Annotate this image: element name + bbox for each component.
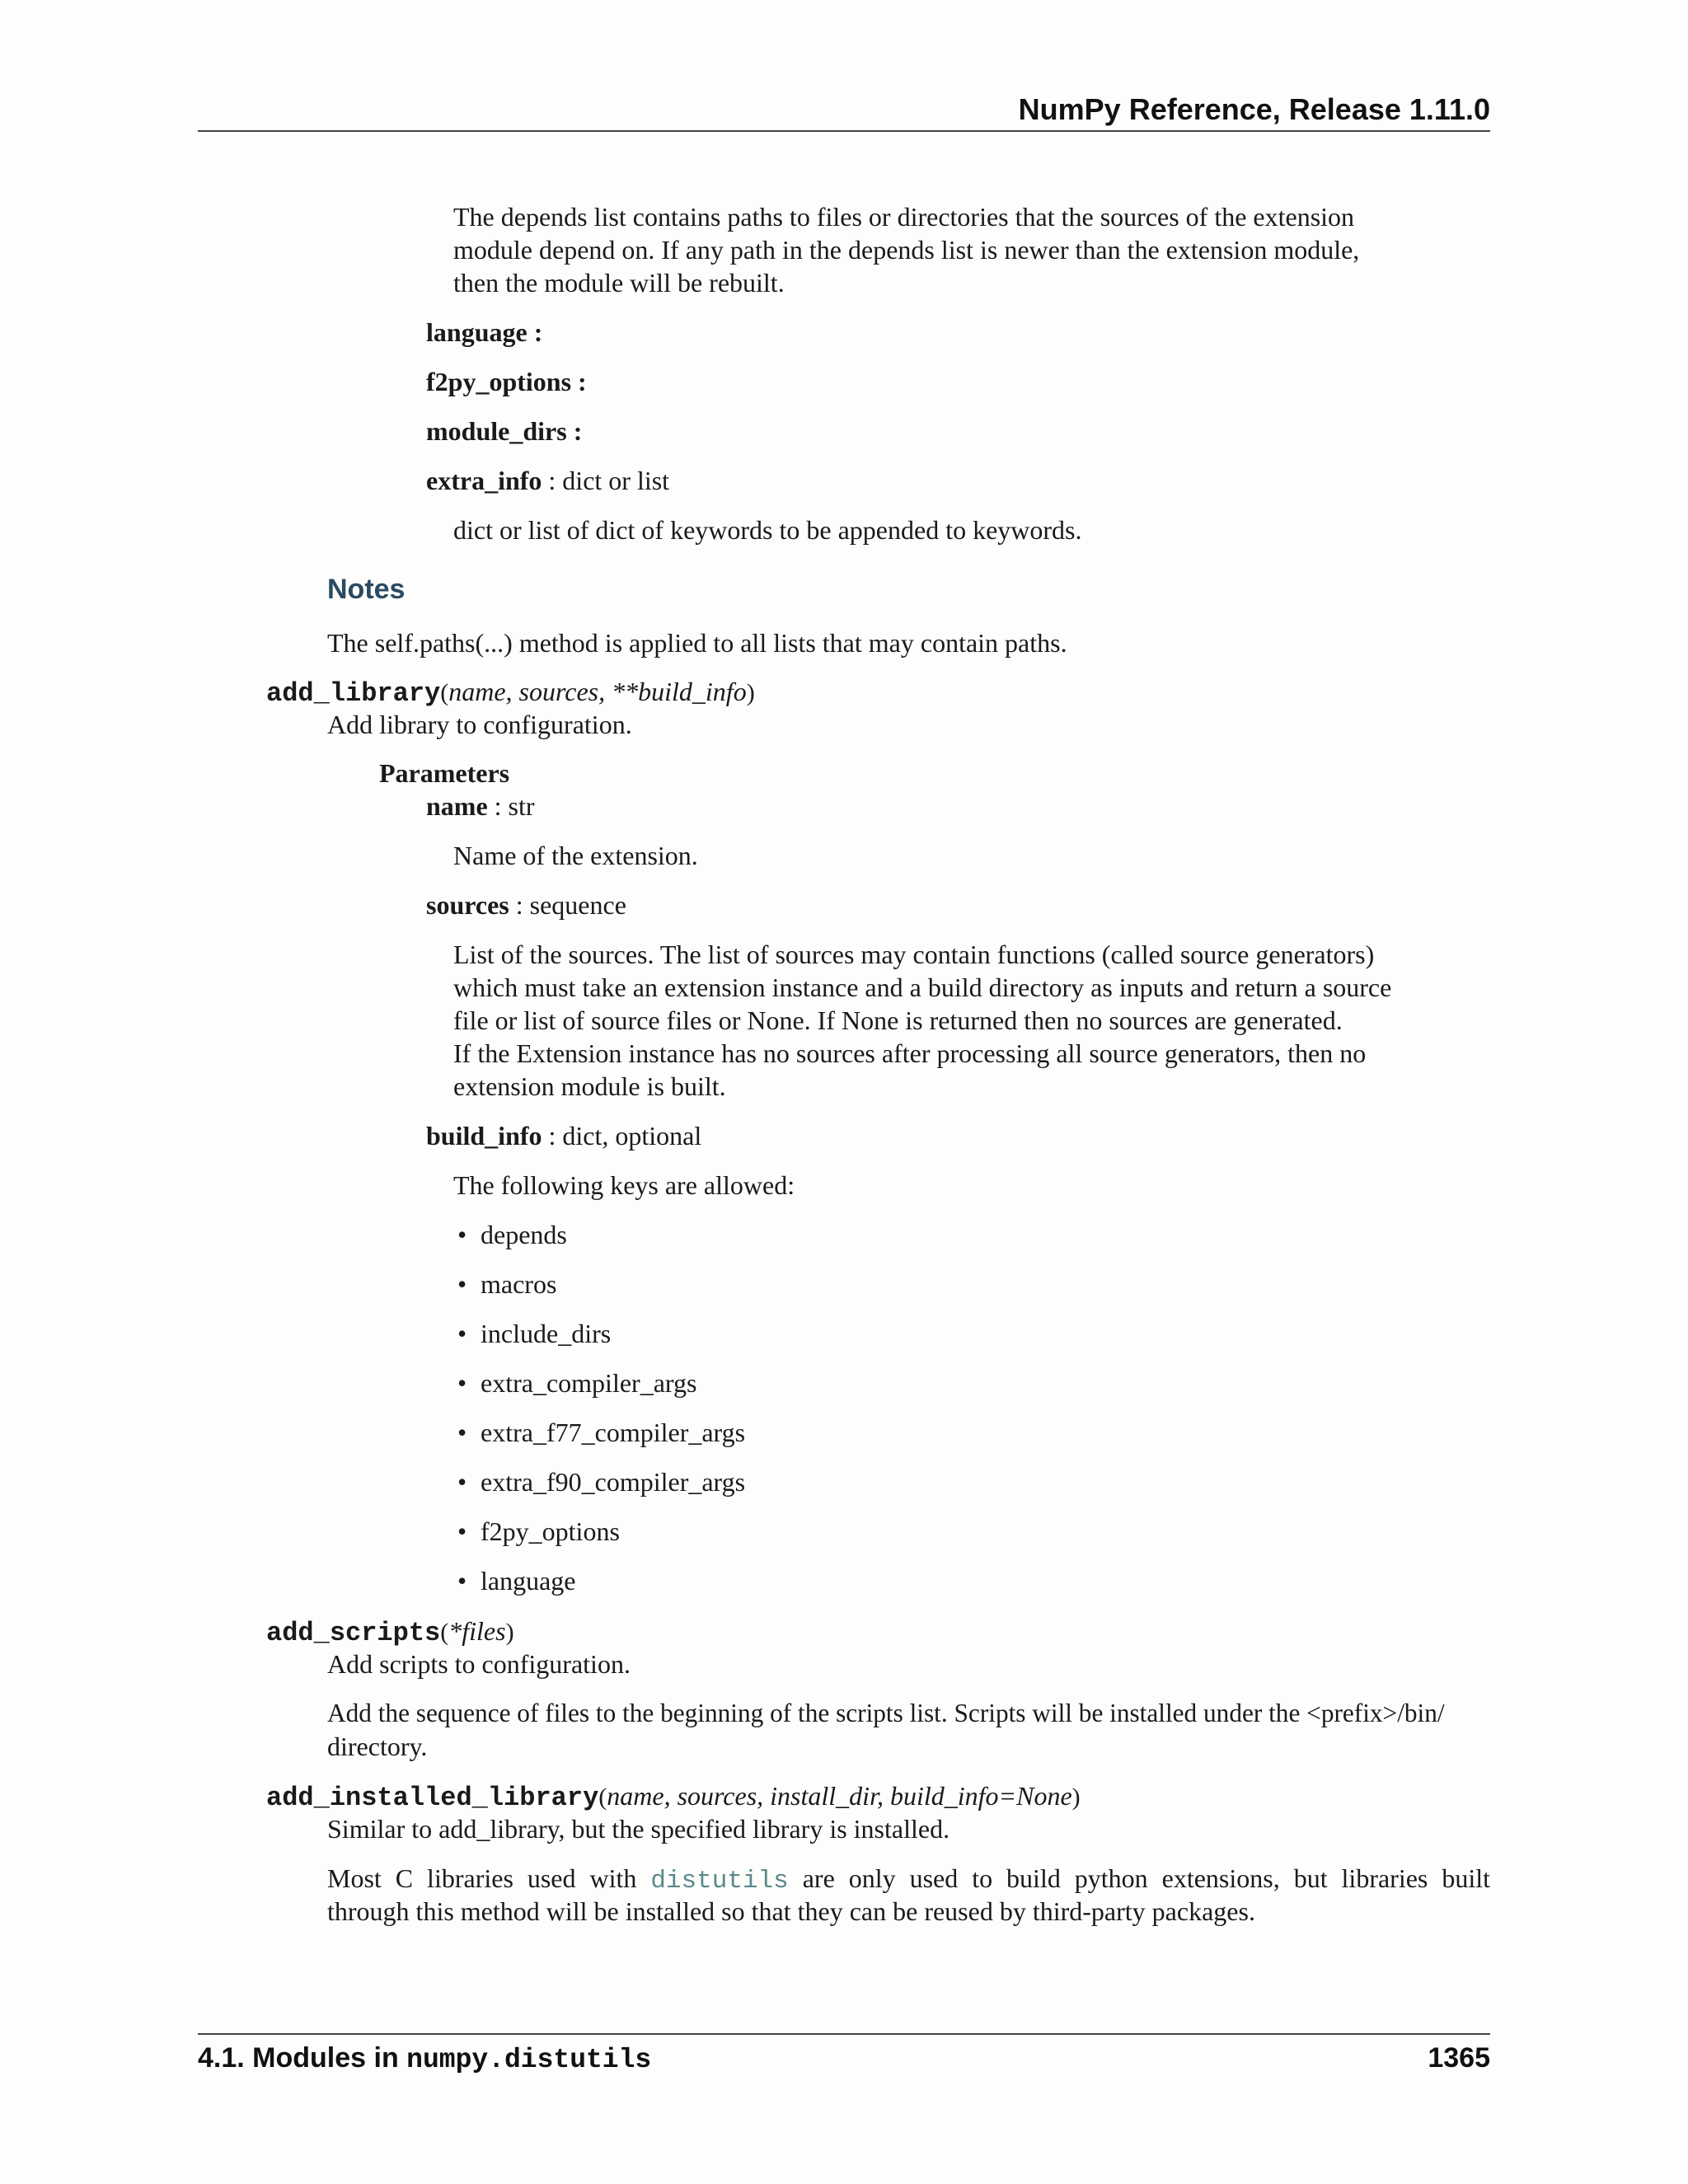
list-item [457,1515,620,1548]
list-item-text: include_dirs [481,1319,612,1348]
list-item [457,1317,611,1350]
param-build-info [426,1119,701,1152]
param-name-desc: Name of the extension. [453,841,698,870]
add-scripts-name: add_scripts [266,1618,441,1648]
param-language-name: language : [426,317,543,347]
add-scripts-args: *files [448,1616,506,1646]
header-rule [198,130,1490,132]
param-sources-desc-line-2: which must take an extension instance and a build directory as inputs and return a source [453,972,1392,1002]
paren-open: ( [598,1783,607,1811]
depends-desc-line-3: then the module will be rebuilt. [453,268,785,298]
list-item-text: f2py_options [481,1516,620,1546]
desc-text: Most C libraries used with [327,1863,651,1893]
footer-section [198,2042,651,2075]
paren-close: ) [505,1619,514,1646]
add-scripts-signature [266,1615,514,1650]
bullet-icon: • [457,1220,467,1249]
param-sources-desc-line-3: file or list of source files or None. If None is returned then no sources are generated. [453,1005,1343,1035]
param-f2py-options-name: f2py_options : [426,367,587,396]
bullet-icon: • [457,1418,467,1447]
desc-text: are only used to build python extensions, but libraries built [788,1863,1490,1893]
notes-heading: Notes [327,574,406,605]
param-module-dirs-name: module_dirs : [426,416,583,446]
param-extra-info-desc: dict or list of dict of keywords to be appended to keywords. [453,515,1082,545]
add-scripts-summary: Add scripts to configuration. [327,1649,631,1679]
paren-open: ( [440,1619,449,1646]
param-sources-desc-line-5: extension module is built. [453,1071,726,1101]
list-item-text: extra_f77_compiler_args [481,1418,746,1447]
list-item-text: extra_f90_compiler_args [481,1467,746,1497]
list-item [457,1564,576,1597]
footer-rule [198,2033,1490,2035]
bullet-icon: • [457,1516,467,1546]
bullet-icon: • [457,1319,467,1348]
param-extra-info-name: extra_info [426,466,542,495]
add-library-signature [266,675,755,710]
paren-open: ( [440,679,449,706]
depends-desc-line-2: module depend on. If any path in the depends list is newer than the extension module, [453,235,1360,265]
bullet-icon: • [457,1269,467,1299]
list-item-text: macros [481,1269,557,1299]
param-sources-desc-line-4: If the Extension instance has no sources after processing all source generators, then no [453,1038,1367,1068]
add-library-summary: Add library to configuration. [327,710,632,739]
list-item-text: language [481,1566,576,1596]
list-item [457,1366,696,1399]
add-scripts-desc-line-1: Add the sequence of files to the beginning of the scripts list. Scripts will be installed under the <prefix>/bin/ [327,1699,1445,1727]
add-installed-library-desc-line-1 [327,1862,1490,1895]
list-item [457,1416,745,1449]
param-language [426,316,542,349]
param-name-type: : str [487,791,535,821]
add-installed-library-summary: Similar to add_library, but the specified library is installed. [327,1814,950,1844]
list-item-text: extra_compiler_args [481,1368,697,1398]
add-installed-library-name: add_installed_library [266,1783,599,1813]
param-sources-type: : sequence [509,890,626,920]
bullet-icon: • [457,1566,467,1596]
list-item [457,1218,567,1251]
param-extra-info-type: : dict or list [542,466,670,495]
param-build-info-name: build_info [426,1121,542,1151]
page-number: 1365 [1428,2042,1490,2074]
add-library-name: add_library [266,678,441,709]
param-module-dirs [426,415,582,448]
param-extra-info [426,464,669,497]
list-item [457,1465,745,1498]
notes-text: The self.paths(...) method is applied to all lists that may contain paths. [327,628,1067,658]
footer-section-text: 4.1. Modules in [198,2042,407,2074]
footer-section-code: numpy.distutils [406,2045,652,2075]
depends-desc-line-1: The depends list contains paths to files or directories that the sources of the extension [453,202,1355,232]
add-scripts-desc-line-2: directory. [327,1732,428,1761]
list-item-text: depends [481,1220,567,1249]
paren-close: ) [746,679,755,706]
param-sources-name: sources [426,890,509,920]
param-name-name: name [426,791,488,821]
running-header: NumPy Reference, Release 1.11.0 [1018,92,1490,126]
distutils-link[interactable]: distutils [650,1867,789,1895]
param-name [426,790,535,823]
add-library-args: name, sources, **build_info [448,677,747,706]
param-build-info-desc: The following keys are allowed: [453,1170,795,1200]
parameters-heading [379,757,509,790]
list-item [457,1268,556,1301]
param-sources [426,888,626,921]
param-build-info-type: : dict, optional [542,1121,702,1151]
add-installed-library-args: name, sources, install_dir, build_info=None [607,1781,1072,1811]
param-f2py-options [426,365,587,398]
add-installed-library-signature [266,1779,1081,1815]
bullet-icon: • [457,1368,467,1398]
paren-close: ) [1071,1783,1081,1811]
add-installed-library-desc-line-2: through this method will be installed so that they can be reused by third-party packages. [327,1896,1255,1926]
parameters-heading-text: Parameters [379,758,510,788]
bullet-icon: • [457,1467,467,1497]
param-sources-desc-line-1: List of the sources. The list of sources may contain functions (called source generators) [453,940,1375,969]
